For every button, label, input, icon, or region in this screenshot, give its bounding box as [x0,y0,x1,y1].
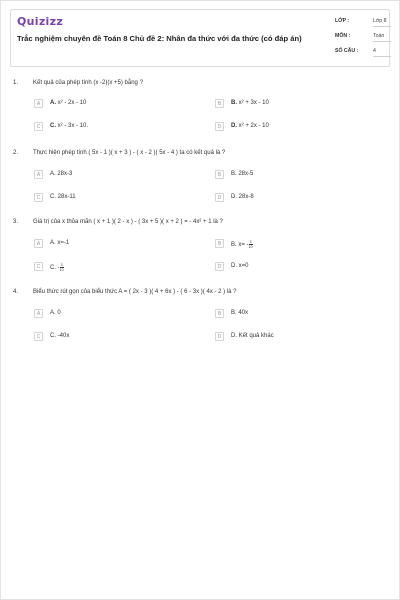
option-label: C. -40x [50,333,70,339]
option-box[interactable]: D [215,262,224,271]
question-text: Thực hiện phép tính ( 5x - 1 )( x + 3 ) - ( x - 2 )( 5x - 4 ) ta có kết quả là ? [33,150,226,156]
meta-subject [335,31,389,46]
option-label: A. x² - 2x - 10 [50,100,87,106]
question-text: Kết quả của phép tính (x -2)(x +5) bằng ? [33,80,143,86]
quizizz-logo: Quizizz [17,15,64,28]
question-number: 4. [13,289,19,295]
option-box[interactable]: D [215,193,224,202]
option-label: D. x=0 [231,263,249,269]
option-label: D. 28x-8 [231,194,254,200]
option-box[interactable]: A [34,309,43,318]
worksheet-header [10,9,390,67]
option-box[interactable]: D [215,332,224,341]
meta-class-value: Lớp 8 [373,18,391,27]
option-label: D. x² + 2x - 10 [231,123,269,129]
meta-subject-label: MÔN : [335,33,351,39]
option-box[interactable]: C [34,262,43,271]
meta-block [335,16,389,61]
fraction: $\frac{3}{10}$ [59,263,64,272]
option-label: A. 28x-3 [50,171,73,177]
option-box[interactable]: B [215,170,224,179]
option-label: B. 28x-5 [231,171,254,177]
option-label: B. x² + 3x - 10 [231,100,269,106]
option-box[interactable]: A [34,170,43,179]
meta-count-value: 4 [373,48,391,57]
worksheet-title: Trắc nghiệm chuyên đề Toán 8 Chủ đề 2: Nhân đa thức với đa thức (có đáp án) [17,34,302,43]
meta-class [335,16,389,31]
question-text: Giá trị của x thỏa mãn ( x + 1 )( 2 - x ) - ( 3x + 5 )( x + 2 ) = - 4x² + 1 là ? [33,219,223,225]
meta-subject-value: Toán [373,33,391,42]
option-box[interactable]: C [34,193,43,202]
option-box[interactable]: C [34,332,43,341]
option-box[interactable]: C [34,122,43,131]
meta-class-label: LỚP : [335,18,350,24]
option-label: A. 0 [50,310,61,316]
option-label: C. - $\frac{3}{10}$ [50,263,64,272]
fraction: $\frac{3}{10}$ [248,240,253,249]
meta-count [335,46,389,61]
option-label: D. Kết quả khác [231,333,274,339]
option-label: C. 28x-11 [50,194,76,200]
option-box[interactable]: B [215,309,224,318]
question-number: 3. [13,219,19,225]
meta-count-label: SỐ CÂU : [335,48,359,54]
question-number: 2. [13,150,19,156]
option-label: B. x= - $\frac{3}{10}$ [231,240,253,249]
option-box[interactable]: B [215,99,224,108]
option-box[interactable]: D [215,122,224,131]
option-label: B. 40x [231,310,249,316]
question-text: Biểu thức rút gọn của biểu thức A = ( 2x - 3 )( 4 + 6x ) - ( 6 - 3x )( 4x - 2 ) là ? [33,289,237,295]
option-box[interactable]: A [34,99,43,108]
option-box[interactable]: A [34,239,43,248]
question-number: 1. [13,80,19,86]
option-label: C. x² - 3x - 10. [50,123,89,129]
option-box[interactable]: B [215,239,224,248]
option-label: A. x=-1 [50,240,70,246]
